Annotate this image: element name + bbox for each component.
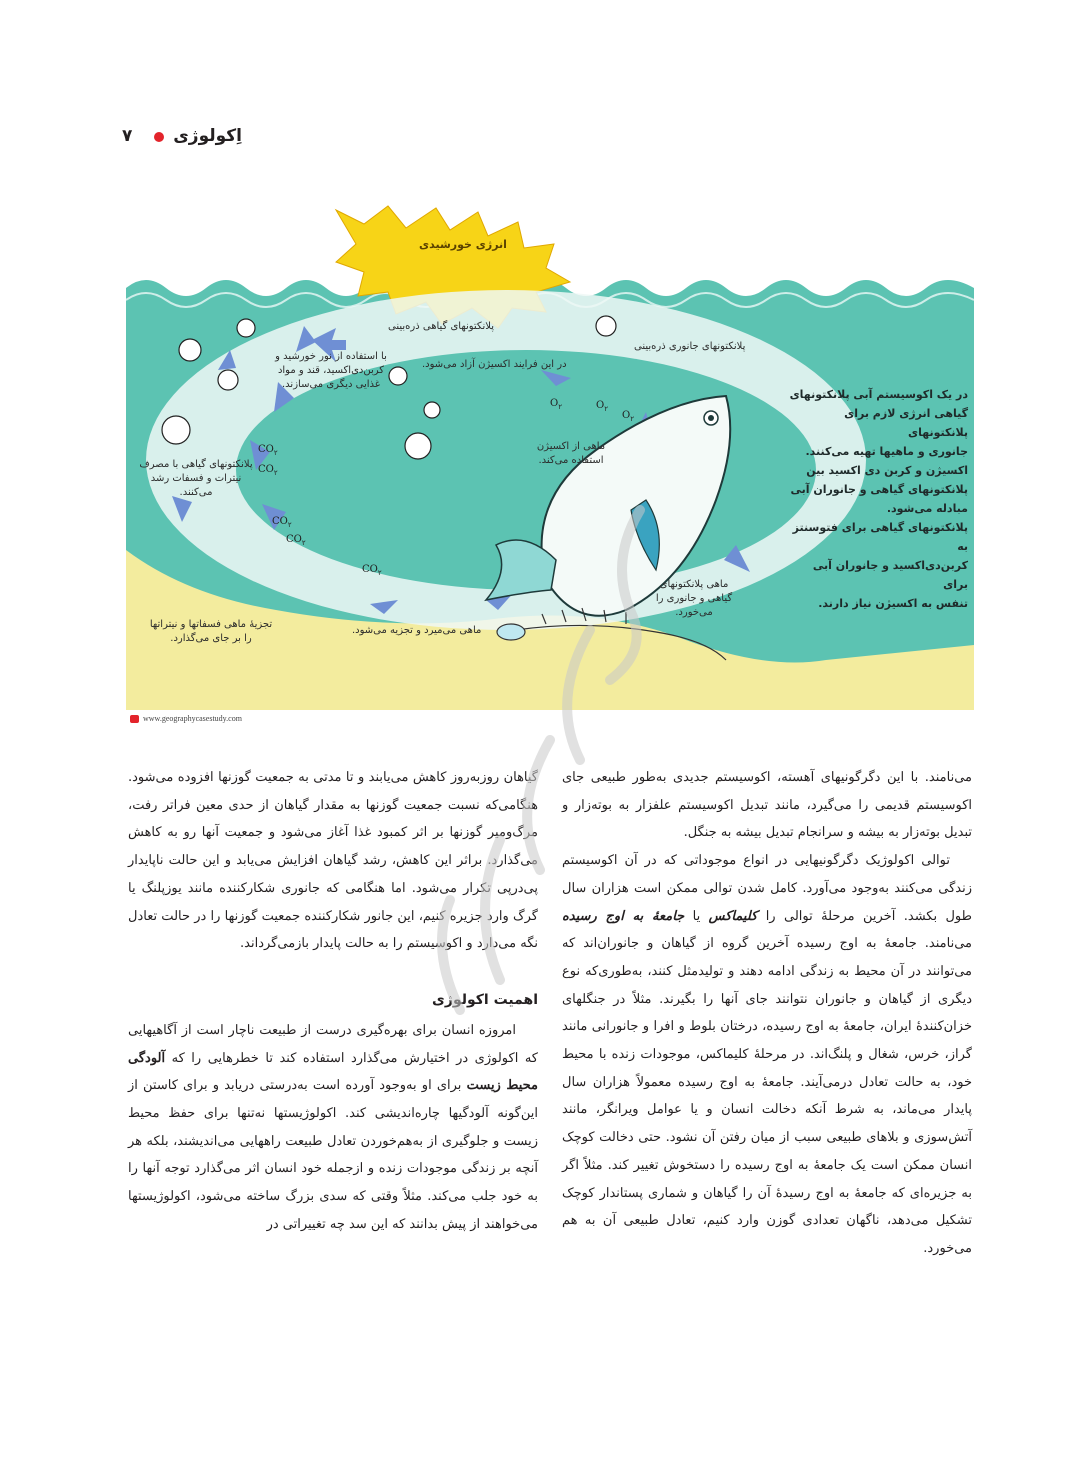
label-fish-dies: ماهی می‌میرد و تجزیه می‌شود. (352, 625, 482, 636)
section-heading: اهمیت اکولوژی (432, 991, 538, 1008)
label-oxygen-released: در این فرایند اکسیژن آزاد می‌شود. (422, 359, 567, 370)
label-decomposition: تجزیهٔ ماهی فسفاتها و نیتراتها را بر جای می‌گذارد. (149, 619, 273, 644)
gas-co2: $CO_۲$ (286, 534, 306, 547)
explanation-line: مبادله می‌شود. (886, 502, 968, 515)
source-icon (130, 715, 139, 723)
label-fish-eats: ماهی پلانکتونهای گیاهی و جانوری را می‌خورد. (655, 579, 733, 618)
ecosystem-figure (126, 200, 974, 710)
term-pollution: آلودگی محیط زیست (128, 1050, 538, 1094)
paragraph: گیاهان روزبه‌روز کاهش می‌یابند و تا مدتی به جمعیت گوزنها افزوده می‌شود. هنگامی‌که نسبت جمعیت گوزنها به مقدار گیاهان از حدی معین فراتر رفت، مرگ‌ومیر گوزنها بر اثر کمبود غذا آغاز می‌شود و جمعیت آنها رو به کاهش می‌گذارد. براثر این کاهش، رشد گیاهان افزایش می‌یابد و این حالت ناپایدار پی‌درپی تکرار می‌شود. اما هنگامی که جانوری شکارکننده مانند یوزپلنگ یا گرگ وارد جزیره کنیم، این جانور شکارکننده جمعیت گوزنها را در حالت تعادل نگه می‌دارد و اکوسیستم را به حالت پایدار بازمی‌گرداند. (128, 770, 538, 952)
gas-co2: $CO_۲$ (258, 444, 278, 457)
explanation-line: گیاهی انرژی لازم برای پلانکتونهای (844, 407, 968, 439)
paragraph: امروزه انسان برای بهره‌گیری درست از طبیعت ناچار است از آگاهیهایی که اکولوژی در اختیارش می‌گذارد استفاده کند تا خطرهایی را که آلودگی محیط زیست برای او به‌وجود آورده است به‌درستی دریابد و برای کاستن از این‌گونه آلودگیها چاره‌اندیشی کند. اکولوژیستها نه‌تنها برای حفظ محیط زیست و جلوگیری از به‌هم‌خوردن تعادل طبیعت راههایی می‌اندیشند، بلکه هر آنچه بر زندگی موجودات زنده و ازجمله خود انسان اثر می‌گذارد توجه آنها را به خود جلب می‌کند. مثلاً وقتی که سدی بزرگ ساخته می‌شود، اکولوژیستها می‌خواهند از پیش بدانند که این سد چه تغییراتی در (128, 1022, 538, 1232)
page-number: ۷ (122, 126, 133, 146)
source-url: www.geographycasestudy.com (143, 714, 242, 723)
gas-o2: $O_۲$ (596, 400, 608, 413)
gas-co2: $CO_۲$ (272, 516, 292, 529)
label-phyto-small: پلانکتونهای گیاهی ذره‌بینی (388, 321, 494, 332)
gas-co2: $CO_۲$ (362, 564, 382, 577)
label-photosynthesis: با استفاده از نور خورشید و کربن‌دی‌اکسید، قند و مواد غذایی دیگری می‌سازند. (275, 351, 387, 390)
explanation-line: تنفس به اکسیژن نیاز دارند. (818, 597, 968, 610)
label-fish-oxygen: ماهی از اکسیژن استفاده می‌کند. (536, 441, 606, 466)
ecosystem-explanation (786, 385, 968, 613)
text-column-left (128, 764, 538, 1239)
explanation-line: پلانکتونهای گیاهی برای فتوسنتز به (792, 521, 968, 553)
term-climax-community: جامعهٔ به اوج رسیده (562, 908, 685, 924)
paragraph: توالی اکولوژیک دگرگونیهایی در انواع موجوداتی که در آن اکوسیستم زندگی می‌کنند به‌وجود می‌آورد. کامل شدن توالی ممکن است هزاران سال طول بکشد. آخرین مرحلهٔ توالی را کلیماکس یا جامعهٔ به اوج رسیده می‌نامند. جامعهٔ به اوج رسیده آخرین گروه از گیاهان و جانوران‌اند که می‌توانند در آن محیط به زندگی ادامه دهند و تولیدمثل کنند، به‌طوری‌که نوع دیگری از گیاهان و جانوران نتوانند جای آنها را بگیرند. مثلاً در جنگلهای خزان‌کنندهٔ ایران، جامعهٔ به اوج رسیده، درختان بلوط و افرا و جانورانی مانند گراز، خرس، شغال و پلنگ‌اند. در مرحلهٔ کلیماکس، موجودات زنده با محیط خود، به حالت تعادل درمی‌آیند. جامعهٔ به اوج رسیده معمولاً هزاران سال پایدار می‌ماند، به شرط آنکه دخالت انسان و یا عوامل ویرانگر، مانند آتش‌سوزی و بلاهای طبیعی سبب از میان رفتن آن نشود. حتی دخالت کوچک انسان ممکن است یک جامعهٔ به اوج رسیده را دستخوش تغییر کند. مثلاً اگر به جزیره‌ای که جامعهٔ به اوج رسیدهٔ آن را گیاهان و شماری پستاندار کوچک تشکیل می‌دهد، ناگهان تعدادی گوزن وارد کنیم، تعادل طبیعی آن به هم می‌خورد. (562, 853, 972, 1256)
gas-o2: $O_۲$ (550, 398, 562, 411)
running-title: اِکولوژی (173, 126, 242, 146)
paragraph: می‌نامند. با این دگرگونیهای آهسته، اکوسیستم جدیدی به‌طور طبیعی جای اکوسیستم قدیمی را می‌گیرد، مانند تبدیل اکوسیستم علفزار به بوته‌زار و تبدیل بوته‌زار به بیشه و سرانجام تبدیل بیشه به جنگل. (562, 770, 972, 841)
explanation-line: پلانکتونهای گیاهی و جانوران آبی (790, 483, 968, 496)
term-climax: کلیماکس (708, 908, 758, 924)
page-header (122, 126, 242, 150)
gas-o2: $O_۲$ (622, 410, 634, 423)
label-phyto-growth: پلانکتونهای گیاهی با مصرف نیترات و فسفات رشد می‌کنند. (139, 459, 253, 498)
explanation-line: اکسیژن و کربن دی اکسید بین (806, 464, 968, 477)
sun-energy-label: انرژی خورشیدی (419, 238, 507, 251)
header-bullet (154, 132, 164, 142)
text-column-right (562, 764, 972, 1263)
image-source (130, 714, 242, 728)
explanation-line: کربن‌دی‌اکسید و جانوران آبی برای (812, 559, 968, 591)
explanation-line: جانوری و ماهیها تهیه می‌کنند. (805, 445, 968, 458)
gas-co2: $CO_۲$ (258, 464, 278, 477)
explanation-line: در یک اکوسیستم آبی پلانکتونهای (789, 388, 968, 401)
label-zoo-small: پلانکتونهای جانوری ذره‌بینی (634, 341, 746, 352)
